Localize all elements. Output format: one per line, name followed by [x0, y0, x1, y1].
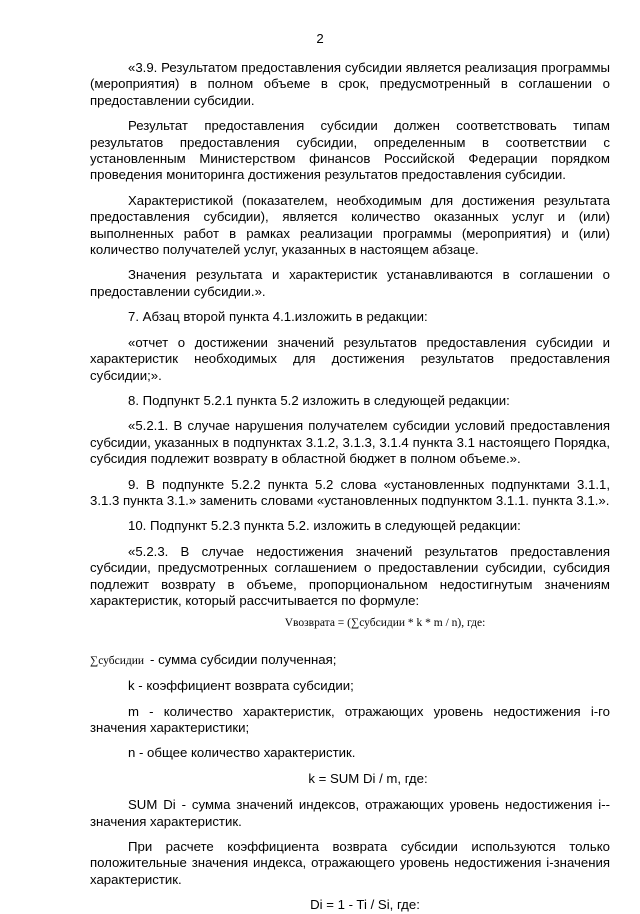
paragraph-5-2-3: «5.2.3. В случае недостижения значений результатов предоставления субсидии, предусмотренных соглашением о предоставлении субсидии, субсидия подлежит возврату в объеме, пропорциональном недостигнутым значениям характеристик, который рассчитывается по формуле: — [90, 543, 610, 608]
paragraph-item-8: 8. Подпункт 5.2.1 пункта 5.2 изложить в следующей редакции: — [128, 392, 510, 408]
formula-refund: Vвозврата = (∑субсидии * k * m / n), где: — [284, 617, 486, 630]
formula-di: Di = 1 - Ti / Si, где: — [310, 897, 420, 913]
formula-k: k = SUM Di / m, где: — [308, 770, 428, 786]
definition-sum — [90, 652, 610, 669]
definition-k: k - коэффициент возврата субсидии; — [128, 678, 354, 694]
paragraph-item-9: 9. В подпункте 5.2.2 пункта 5.2 слова «установленных подпунктами 3.1.1, 3.1.3 пункта 3.1.» заменить словами «установленных подпунктом 3.1.1. пункта 3.1.». — [90, 476, 610, 508]
paragraph-result-types: Результат предоставления субсидии должен соответствовать типам результатов предоставления субсидии, определенным в соответствии с установленным Министерством финансов Российской Федерации порядком проведения мониторинга достижения результатов предоставления субсидии. — [90, 118, 610, 183]
definition-m: m - количество характеристик, отражающих уровень недостижения i-го значения характеристики; — [90, 703, 610, 735]
paragraph-characteristic: Характеристикой (показателем, необходимым для достижения результата предоставления субсидии), является количество оказанных услуг и (или) выполненных работ в рамках реализации программы (мероприятия) и (или) количество получателей услуг, указанных в настоящем абзаце. — [90, 192, 610, 258]
paragraph-item-10: 10. Подпункт 5.2.3 пункта 5.2. изложить в следующей редакции: — [128, 518, 521, 534]
definition-n: n - общее количество характеристик. — [128, 745, 356, 761]
paragraph-positive-values: При расчете коэффициента возврата субсидии используются только положительные значения индекса, отражающего уровень недостижения i-значения характеристик. — [90, 839, 610, 887]
paragraph-item-7: 7. Абзац второй пункта 4.1.изложить в редакции: — [128, 309, 428, 325]
document-body — [90, 60, 610, 914]
definition-sum-di: SUM Di - сумма значений индексов, отражающих уровень недостижения i--значения характеристик. — [90, 797, 610, 829]
sum-symbol: ∑субсидии — [90, 654, 145, 667]
paragraph-values-agreement: Значения результата и характеристик устанавливаются в соглашении о предоставлении субсидии.». — [90, 267, 610, 299]
sum-definition-text: - сумма субсидии полученная; — [150, 651, 337, 667]
paragraph-report-quote: «отчет о достижении значений результатов предоставления субсидии и характеристик необходимых для достижения результатов предоставления субсидии;». — [90, 334, 610, 383]
paragraph-3-9: «3.9. Результатом предоставления субсидии является реализация программы (мероприятия) в полном объеме в срок, предусмотренный в соглашении о предоставлении субсидии. — [90, 60, 610, 108]
page-number: 2 — [316, 31, 324, 46]
paragraph-5-2-1: «5.2.1. В случае нарушения получателем субсидии условий предоставления субсидии, указанных в подпунктах 3.1.2, 3.1.3, 3.1.4 пункта 3.1 настоящего Порядка, субсидия подлежит возврату в областной бюджет в полном объеме.». — [90, 418, 610, 467]
